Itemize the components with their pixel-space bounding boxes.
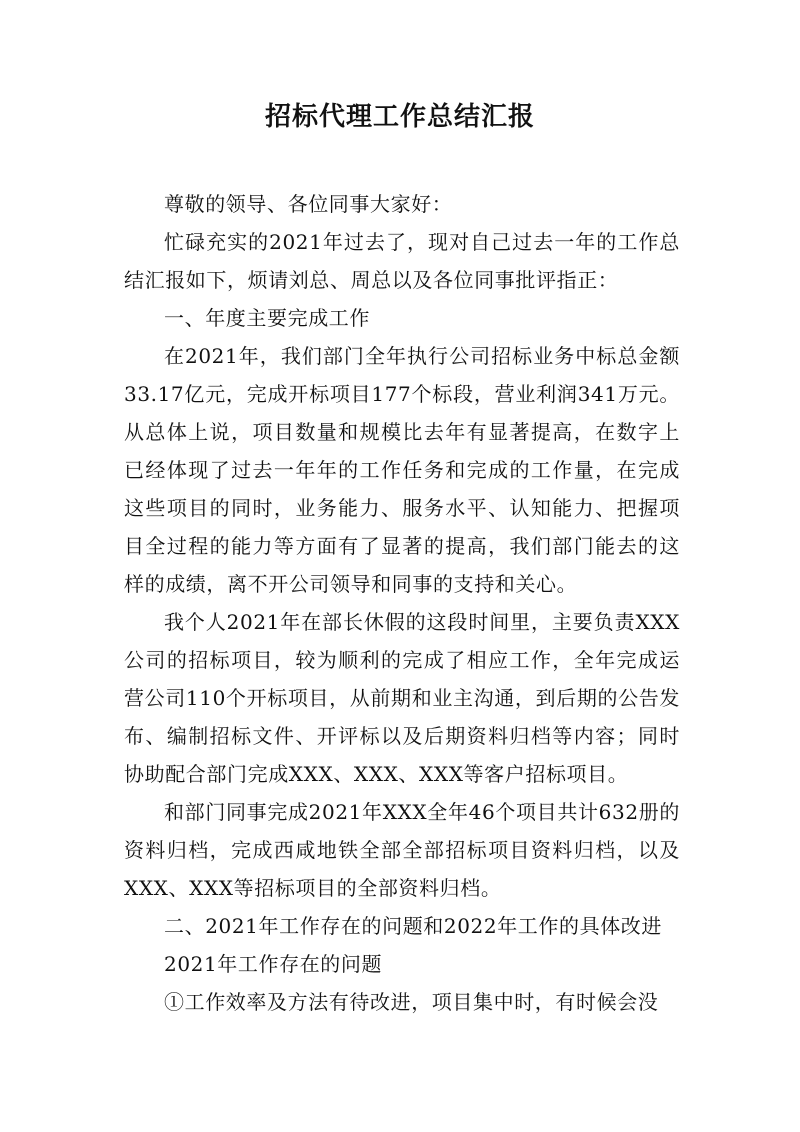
subheading-problems: 2021年工作存在的问题 [164,952,383,976]
document-body [124,185,680,1021]
document-title: 招标代理工作总结汇报 [264,102,535,132]
paragraph-problem-1: ①工作效率及方法有待改进，项目集中时，有时候会没 [164,990,659,1014]
paragraph-greeting: 尊敬的领导、各位同事大家好： [164,192,453,216]
paragraph-department-results: 在2021年，我们部门全年执行公司招标业务中标总金额33.17亿元，完成开标项目177个标段，营业利润341万元。从总体上说，项目数量和规模比去年有显著提高，在数字上已经体现了过去一年年的工作任务和完成的工作量，在完成这些项目的同时，业务能力、服务水平、认知能力、把握项目全过程的能力等方面有了显著的提高，我们部门能去的这样的成绩，离不开公司领导和同事的支持和关心。 [124,344,680,596]
paragraph-personal-work: 我个人2021年在部长休假的这段时间里，主要负责XXX公司的招标项目，较为顺利的完成了相应工作，全年完成运营公司110个开标项目，从前期和业主沟通，到后期的公告发布、编制招标文件、开评标以及后期资料归档等内容；同时协助配合部门完成XXX、XXX、XXX等客户招标项目。 [124,610,680,786]
paragraph-intro: 忙碌充实的2021年过去了，现对自己过去一年的工作总结汇报如下，烦请刘总、周总以及各位同事批评指正： [124,230,680,292]
paragraph-archiving: 和部门同事完成2021年XXX全年46个项目共计632册的资料归档，完成西咸地铁全部全部招标项目资料归档，以及XXX、XXX等招标项目的全部资料归档。 [124,800,680,900]
section-heading-2: 二、2021年工作存在的问题和2022年工作的具体改进 [164,914,662,938]
section-heading-1: 一、年度主要完成工作 [164,306,370,330]
